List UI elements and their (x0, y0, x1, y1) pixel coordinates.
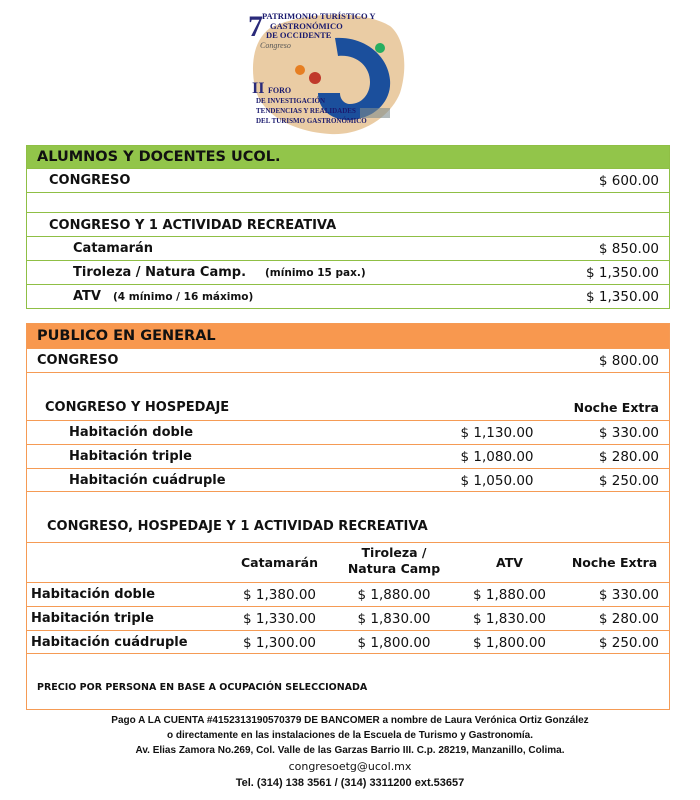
hospedaje-label: Habitación doble (69, 425, 194, 440)
combo-row (27, 606, 669, 630)
combo-noche: $ 250.00 (598, 635, 659, 651)
hospedaje-extra: $ 250.00 (598, 473, 659, 489)
combo-tiroleza: $ 1,800.00 (357, 635, 431, 651)
publico-hospedaje-header-row (27, 372, 669, 420)
combo-title-row (27, 519, 669, 539)
hospedaje-label: Habitación triple (69, 449, 192, 464)
combo-label: Habitación cuádruple (31, 635, 188, 650)
combo-atv: $ 1,800.00 (473, 635, 546, 651)
logo-foro3: TENDENCIAS Y REALIDADES (256, 107, 356, 115)
ucol-item-row (27, 260, 669, 284)
logo-line3: DE OCCIDENTE (266, 30, 332, 40)
hospedaje-price: $ 1,050.00 (460, 473, 534, 489)
ucol-item-price: $ 1,350.00 (586, 265, 659, 281)
hospedaje-row (27, 420, 669, 444)
ucol-item-note: (4 mínimo / 16 máximo) (113, 291, 254, 303)
ucol-congreso-label: CONGRESO (49, 173, 131, 188)
logo-line2: GASTRONÓMICO (270, 21, 343, 31)
ucol-congreso-row (27, 168, 669, 192)
ucol-blank-row (27, 192, 669, 212)
footer-phone: Tel. (314) 138 3561 / (314) 3311200 ext.53657 (235, 777, 465, 789)
logo-foro1: FORO (268, 86, 292, 95)
publico-congreso-price: $ 800.00 (598, 353, 659, 369)
ucol-item-label: Catamarán (73, 241, 154, 256)
combo-label: Habitación triple (31, 611, 154, 626)
ucol-activity-title: CONGRESO Y 1 ACTIVIDAD RECREATIVA (49, 218, 337, 233)
hospedaje-row (27, 444, 669, 468)
publico-noche-extra-label: Noche Extra (573, 400, 659, 415)
combo-header-catamaran: Catamarán (241, 555, 318, 570)
publico-hospedaje-title: CONGRESO Y HOSPEDAJE (45, 400, 230, 415)
logo-foro-number: II (252, 80, 265, 97)
footer-account: Pago A LA CUENTA #4152313190570379 DE BANCOMER a nombre de Laura Verónica Ortiz González (111, 715, 589, 726)
publico-title: PUBLICO EN GENERAL (27, 324, 669, 348)
hospedaje-price: $ 1,130.00 (460, 425, 534, 441)
combo-title: CONGRESO, HOSPEDAJE Y 1 ACTIVIDAD RECREATIVA (47, 519, 428, 534)
hospedaje-label: Habitación cuádruple (69, 473, 226, 488)
hospedaje-row (27, 468, 669, 492)
combo-header-row (27, 542, 669, 582)
hospedaje-extra: $ 280.00 (598, 449, 659, 465)
ucol-item-label: Tiroleza / Natura Camp. (73, 265, 247, 280)
combo-header-noche: Noche Extra (571, 555, 658, 570)
combo-header-natura: Natura Camp (347, 561, 441, 576)
congress-logo (240, 8, 410, 138)
publico-section (26, 323, 670, 710)
hospedaje-price: $ 1,080.00 (460, 449, 534, 465)
combo-atv: $ 1,880.00 (473, 587, 546, 603)
logo-line1: PATRIMONIO TURÍSTICO Y (262, 11, 376, 21)
combo-header-atv: ATV (496, 555, 523, 570)
footer-location: o directamente en las instalaciones de la Escuela de Turismo y Gastronomía. (166, 730, 534, 741)
footer-email[interactable]: congresoetg@ucol.mx (288, 760, 412, 773)
combo-label: Habitación doble (31, 587, 156, 602)
ucol-item-price: $ 1,350.00 (586, 289, 659, 305)
price-note-row (27, 682, 669, 696)
logo-congreso: Congreso (260, 41, 291, 50)
logo-foro4: DEL TURISMO GASTRONÓMICO (256, 117, 367, 125)
combo-catamaran: $ 1,380.00 (243, 587, 316, 603)
combo-noche: $ 330.00 (598, 587, 659, 603)
ucol-activity-row (27, 212, 669, 236)
hospedaje-extra: $ 330.00 (598, 425, 659, 441)
ucol-item-note: (mínimo 15 pax.) (265, 267, 366, 279)
combo-row (27, 582, 669, 606)
ucol-congreso-price: $ 600.00 (598, 173, 659, 189)
combo-tiroleza: $ 1,830.00 (357, 611, 431, 627)
ucol-item-label: ATV (73, 289, 101, 304)
combo-row (27, 630, 669, 654)
footer-address: Av. Elias Zamora No.269, Col. Valle de las Garzas Barrio III. C.p. 28219, Manzanillo, Colima. (135, 745, 565, 756)
combo-tiroleza: $ 1,880.00 (357, 587, 431, 603)
combo-noche: $ 280.00 (598, 611, 659, 627)
logo-number: 7 (248, 10, 263, 43)
ucol-section (26, 145, 670, 309)
ucol-item-row (27, 284, 669, 308)
ucol-item-row (27, 236, 669, 260)
ucol-item-price: $ 850.00 (598, 241, 659, 257)
price-note: PRECIO POR PERSONA EN BASE A OCUPACIÓN SELECCIONADA (37, 682, 368, 693)
publico-congreso-label: CONGRESO (37, 353, 119, 368)
combo-atv: $ 1,830.00 (473, 611, 546, 627)
combo-catamaran: $ 1,330.00 (243, 611, 316, 627)
ucol-title: ALUMNOS Y DOCENTES UCOL. (27, 146, 669, 168)
publico-congreso-row (27, 348, 669, 372)
combo-header-tiroleza: Tiroleza / (361, 545, 427, 560)
logo-foro2: DE INVESTIGACIÓN (256, 97, 326, 105)
combo-catamaran: $ 1,300.00 (243, 635, 316, 651)
